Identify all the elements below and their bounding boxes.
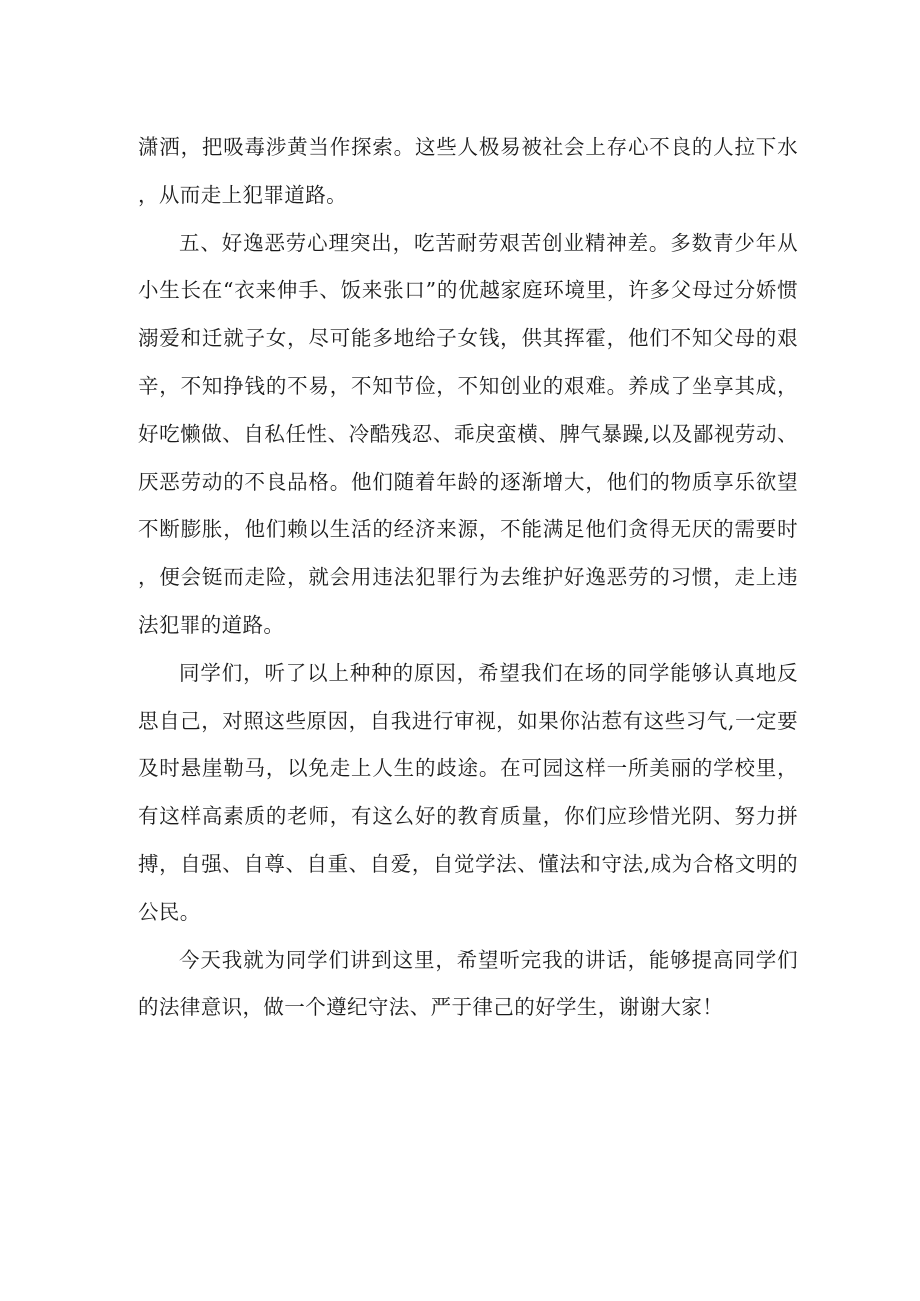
- document-body: [138, 124, 798, 1032]
- paragraph-1: 潇洒，把吸毒涉黄当作探索。这些人极易被社会上存心不良的人拉下水，从而走上犯罪道路。: [138, 135, 798, 207]
- paragraph-4: 今天我就为同学们讲到这里，希望听完我的讲话，能够提高同学们的法律意识，做一个遵纪守法、严于律己的好学生，谢谢大家！: [138, 947, 798, 1020]
- paragraph-3: 同学们，听了以上种种的原因，希望我们在场的同学能够认真地反思自己，对照这些原因，自我进行审视，如果你沾惹有这些习气,一定要及时悬崖勒马，以免走上人生的歧途。在可园这样一所美丽的学校里，有这样高素质的老师，有这么好的教育质量，你们应珍惜光阴、努力拼搏，自强、自尊、自重、自爱，自觉学法、懂法和守法,成为合格文明的公民。: [138, 660, 798, 924]
- paragraph-2: 五、好逸恶劳心理突出，吃苦耐劳艰苦创业精神差。多数青少年从小生长在“衣来伸手、饭来张口”的优越家庭环境里，许多父母过分娇惯溺爱和迁就子女，尽可能多地给子女钱，供其挥霍，他们不知父母的艰辛，不知挣钱的不易，不知节俭，不知创业的艰难。养成了坐享其成，好吃懒做、自私任性、冷酷残忍、乖戾蛮横、脾气暴躁,以及鄙视劳动、厌恶劳动的不良品格。他们随着年龄的逐渐增大，他们的物质享乐欲望不断膨胀，他们赖以生活的经济来源，不能满足他们贪得无厌的需要时，便会铤而走险，就会用违法犯罪行为去维护好逸恶劳的习惯，走上违法犯罪的道路。: [138, 230, 798, 637]
